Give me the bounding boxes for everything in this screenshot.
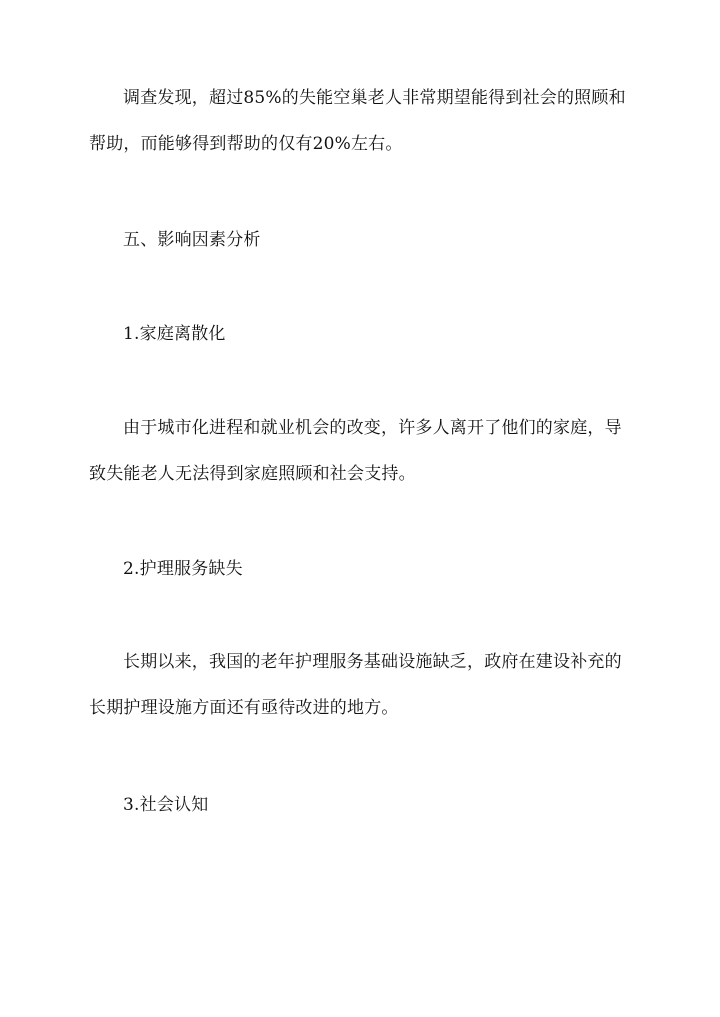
paragraph-nursing-service-shortage: 长期以来，我国的老年护理服务基础设施缺乏，政府在建设补充的长期护理设施方面还有亟待改进的地方。 bbox=[89, 652, 622, 718]
paragraph-survey-finding: 调查发现，超过85%的失能空巢老人非常期望能得到社会的照顾和帮助，而能够得到帮助的仅有20%左右。 bbox=[89, 88, 626, 154]
subheading-family-dispersion: 1.家庭离散化 bbox=[123, 324, 226, 344]
subheading-nursing-service-shortage: 2.护理服务缺失 bbox=[123, 559, 243, 579]
section-heading-influencing-factors: 五、影响因素分析 bbox=[123, 230, 261, 250]
paragraph-family-dispersion: 由于城市化进程和就业机会的改变，许多人离开了他们的家庭，导致失能老人无法得到家庭照顾和社会支持。 bbox=[89, 418, 622, 484]
subheading-social-awareness: 3.社会认知 bbox=[123, 795, 209, 815]
